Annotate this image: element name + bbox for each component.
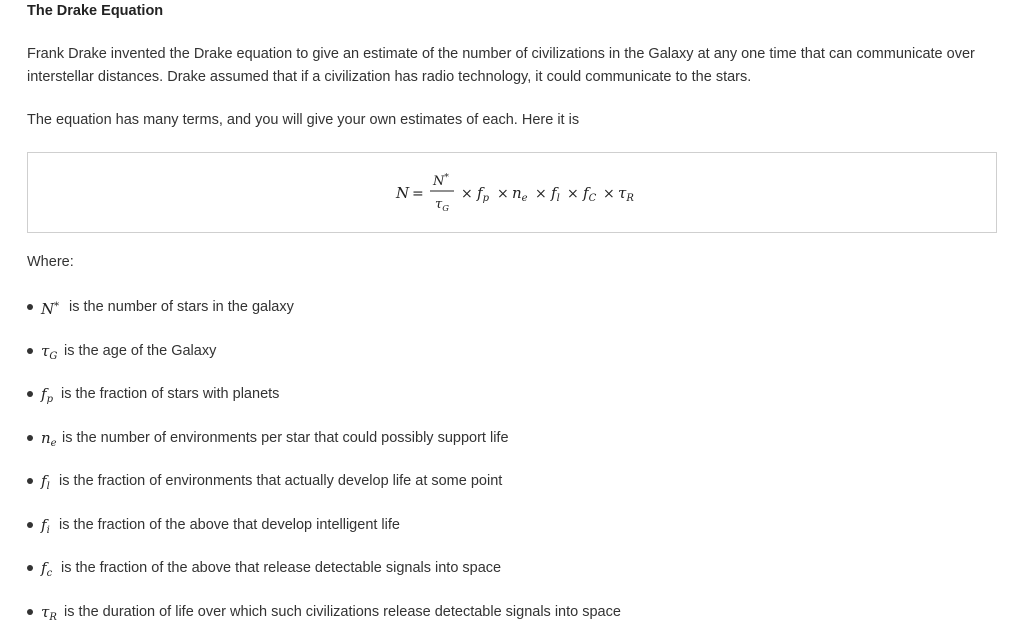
equation-denominator: $\tau_G$	[435, 197, 449, 214]
bullet-icon	[27, 565, 33, 571]
bullet-icon	[27, 609, 33, 615]
definition-text: is the fraction of the above that develop intelligent life	[59, 517, 400, 533]
instructions-paragraph: The equation has many terms, and you will give your own estimates of each. Here it is	[27, 112, 580, 128]
svg-text:×: ×	[567, 186, 579, 202]
definition-text: is the duration of life over which such civilizations release detectable signals into space	[64, 604, 621, 620]
definition-symbol: $\tau_G$	[41, 342, 58, 362]
bullet-icon	[27, 522, 33, 528]
definition-symbol: $f_i$	[41, 516, 50, 536]
equation-numerator: N*	[433, 173, 449, 189]
bullet-icon	[27, 435, 33, 441]
definition-text: is the fraction of environments that actually develop life at some point	[59, 473, 503, 489]
page-title: The Drake Equation	[27, 3, 164, 19]
svg-text:×: ×	[535, 186, 547, 202]
definition-symbol: $\tau_R$	[41, 603, 57, 623]
svg-text:×: ×	[497, 186, 509, 202]
svg-text:×: ×	[461, 186, 473, 202]
definition-text: is the number of stars in the galaxy	[69, 299, 294, 315]
bullet-icon	[27, 348, 33, 354]
equation-equals: =	[412, 186, 424, 202]
bullet-icon	[27, 391, 33, 397]
definition-symbol: $n_e$	[41, 429, 57, 449]
definition-symbol: N*	[41, 300, 60, 318]
term-tau-r: $\tau_R$	[618, 184, 634, 204]
term-fp: $f_p$	[477, 184, 489, 204]
bullet-icon	[27, 478, 33, 484]
definition-symbol: $f_p$	[41, 385, 53, 405]
equation-lhs: N	[396, 184, 410, 202]
term-ne: $n_e$	[512, 184, 528, 204]
definition-symbol: $f_l$	[41, 472, 50, 492]
svg-text:×: ×	[603, 186, 615, 202]
definition-symbol: $f_c$	[41, 559, 53, 579]
definition-text: is the fraction of the above that release detectable signals into space	[61, 560, 502, 576]
where-label: Where:	[27, 254, 74, 270]
bullet-icon	[27, 304, 33, 310]
term-fc: $f_C$	[583, 184, 597, 204]
term-fl: $f_l$	[551, 184, 560, 204]
intro-paragraph: Frank Drake invented the Drake equation to give an estimate of the number of civilizations in the Galaxy at any one time that can communicate over interstellar distances. Drake assumed that if a civilization has radio technology, it could communicate to the stars.	[27, 46, 975, 85]
definition-text: is the age of the Galaxy	[64, 343, 217, 359]
definition-text: is the number of environments per star that could possibly support life	[62, 430, 509, 446]
definition-text: is the fraction of stars with planets	[61, 386, 280, 402]
